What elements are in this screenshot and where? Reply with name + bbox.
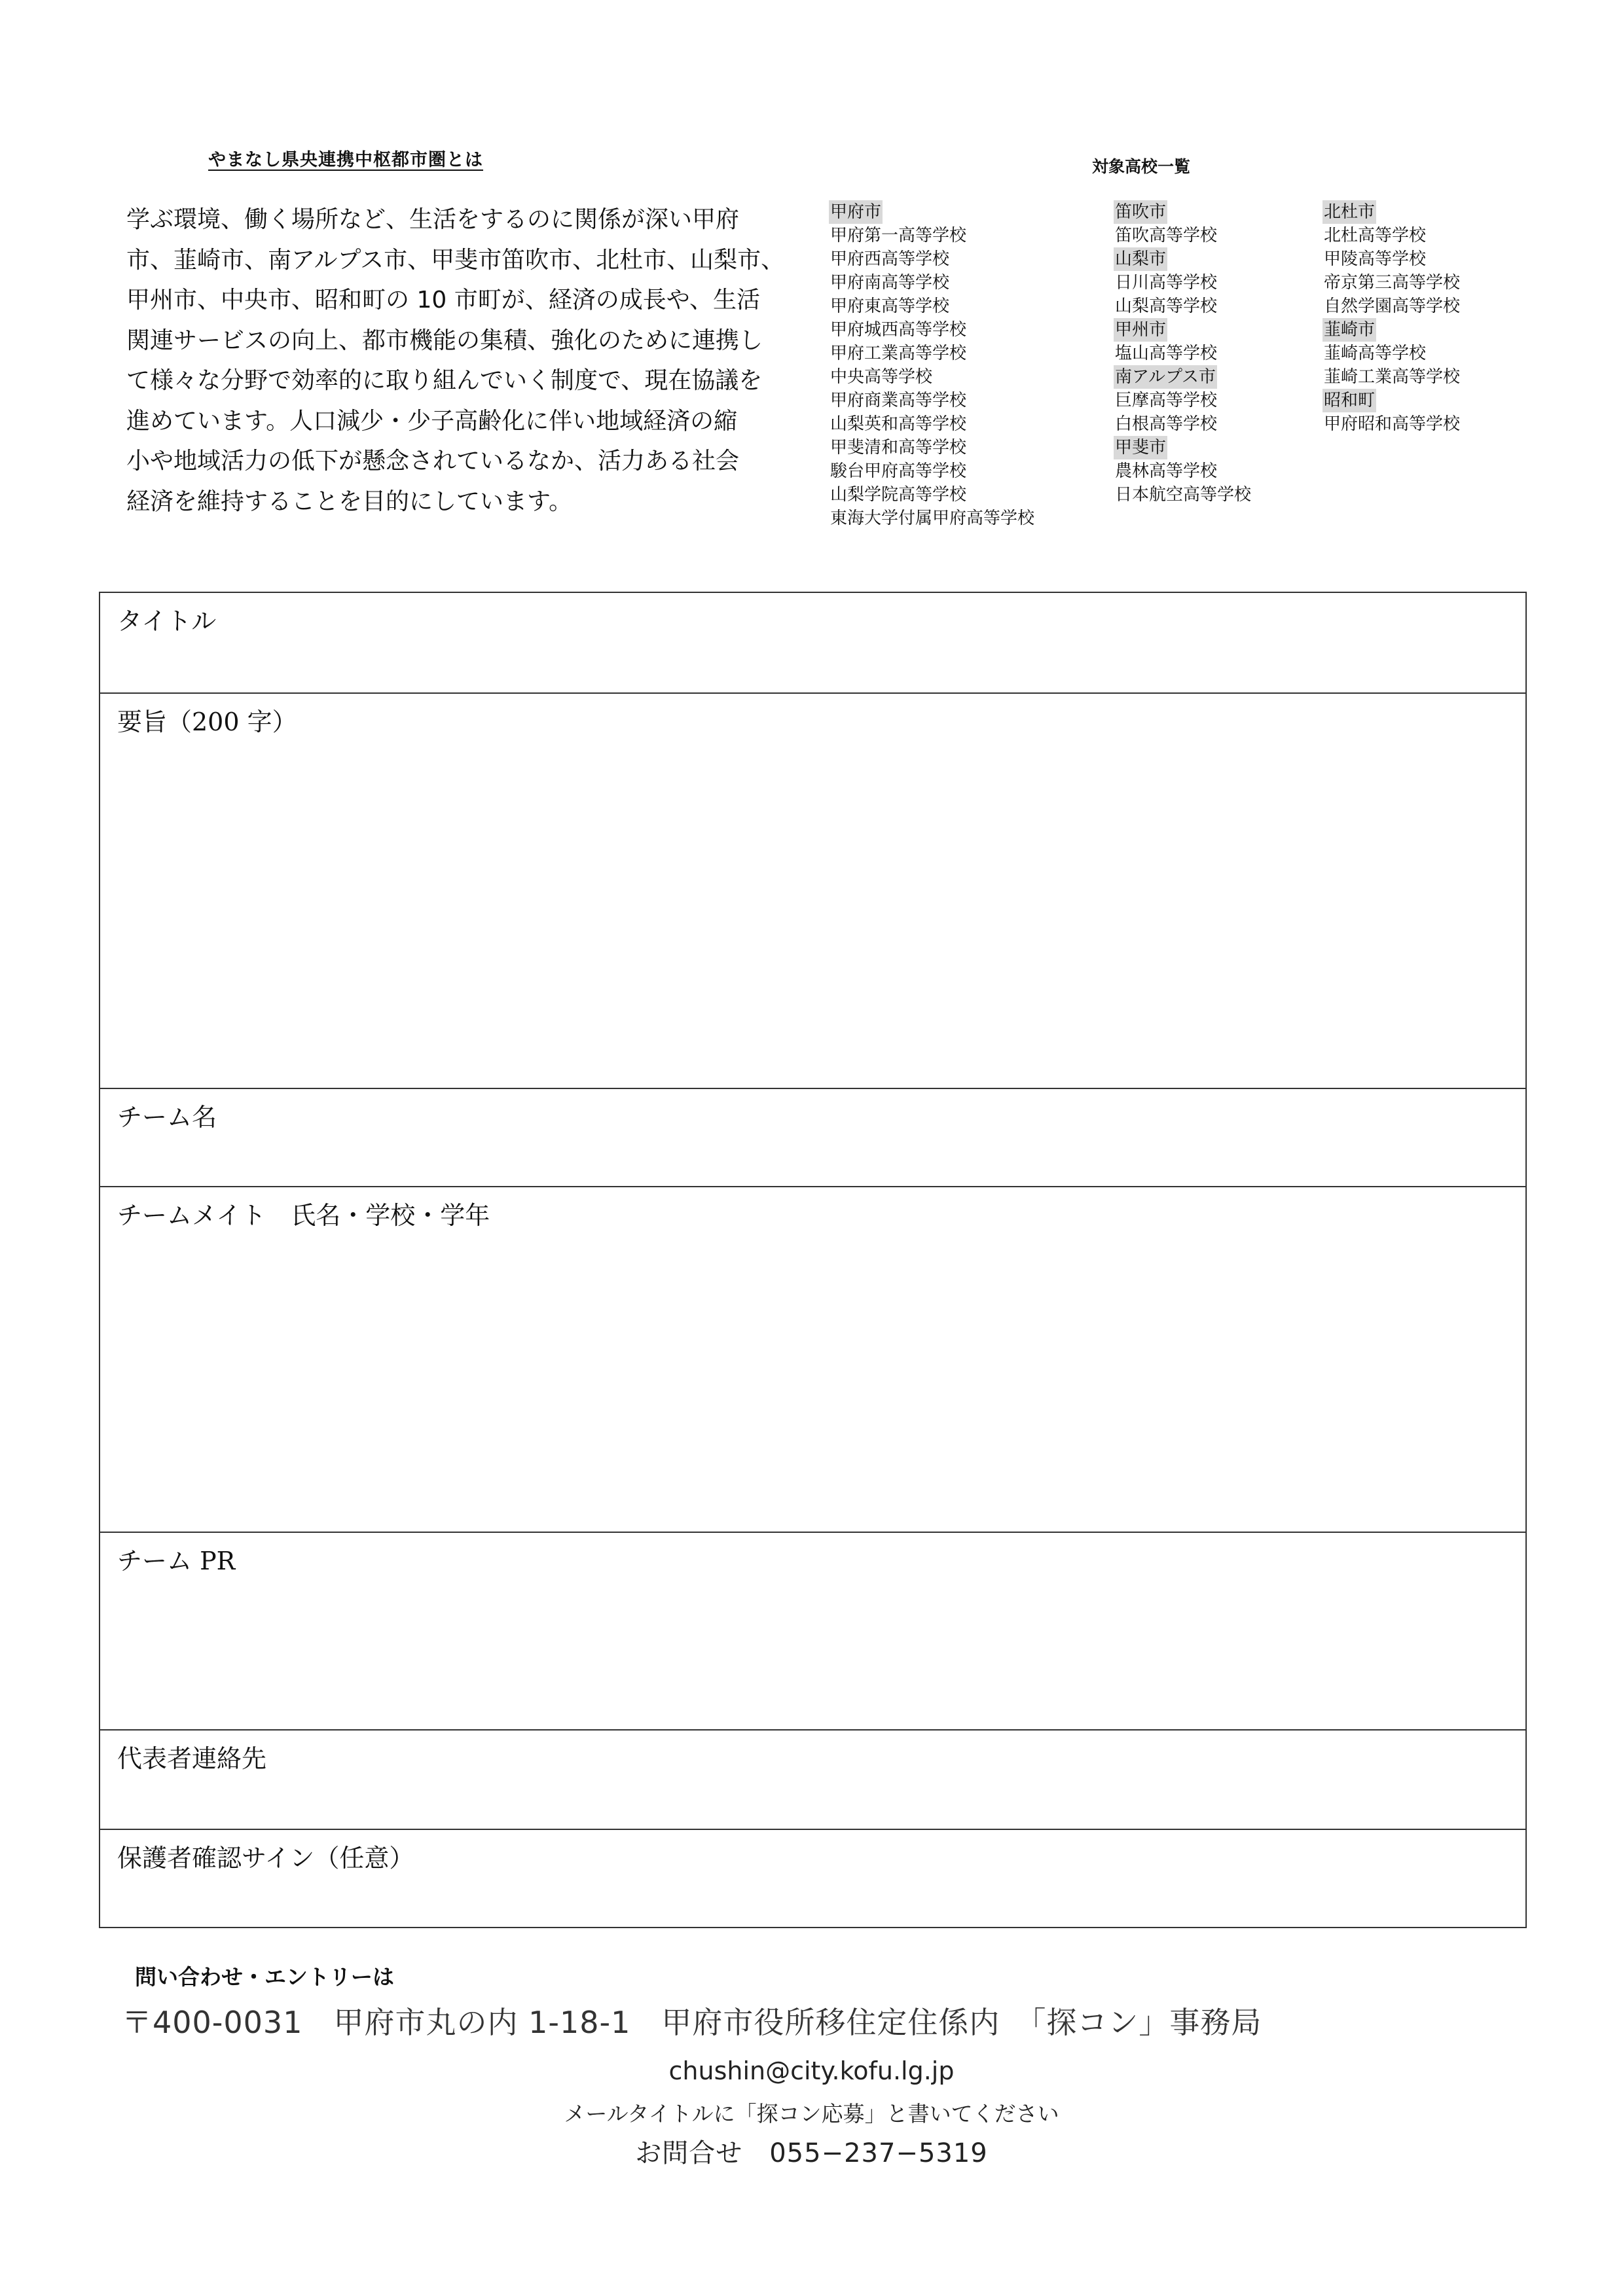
- school-list-item: [1324, 271, 1460, 295]
- school-list-item: [1115, 271, 1251, 295]
- school-list-item: [830, 318, 1034, 342]
- guardian-signature-label: 保護者確認サイン（任意）: [117, 1844, 414, 1873]
- school-name: 甲斐清和高等学校: [830, 438, 967, 457]
- school-name: 白根高等学校: [1115, 414, 1218, 434]
- school-list-item: [1115, 247, 1251, 271]
- city-name: 南アルプス市: [1114, 365, 1217, 389]
- school-list-item: [1324, 412, 1460, 436]
- school-name: 自然学園高等学校: [1324, 296, 1461, 316]
- address: 〒400-0031 甲府市丸の内 1-18-1 甲府市役所移住定住係内 「探コン」事務局: [122, 2005, 1262, 2040]
- entry-form: [99, 592, 1527, 1928]
- representative-contact-field[interactable]: [100, 1729, 1525, 1829]
- school-name: 甲府西高等学校: [830, 249, 950, 269]
- school-column-1: [830, 200, 1034, 530]
- school-list-item: [1115, 389, 1251, 412]
- school-name: 山梨高等学校: [1115, 296, 1218, 316]
- school-list-item: [830, 365, 1034, 389]
- school-list-item: [830, 389, 1034, 412]
- intro-line: 関連サービスの向上、都市機能の集積、強化のために連携し: [126, 327, 763, 354]
- city-name: 昭和町: [1322, 389, 1376, 412]
- city-name: 甲府市: [829, 200, 883, 224]
- school-list-item: [1324, 318, 1460, 342]
- school-list-item: [830, 483, 1034, 507]
- school-list-item: [830, 507, 1034, 530]
- school-list-item: [830, 436, 1034, 459]
- school-list-item: [1115, 436, 1251, 459]
- team-pr-field[interactable]: [100, 1532, 1525, 1729]
- schools-heading: 対象高校一覧: [1092, 157, 1191, 176]
- school-list-item: [1115, 200, 1251, 224]
- city-name: 北杜市: [1322, 200, 1376, 224]
- school-name: 甲陵高等学校: [1324, 249, 1427, 269]
- city-name: 山梨市: [1114, 247, 1167, 271]
- inquiry-heading: 問い合わせ・エントリーは: [135, 1964, 394, 1990]
- school-list-item: [1324, 224, 1460, 247]
- school-column-2: [1115, 200, 1251, 507]
- school-name: 甲府南高等学校: [830, 273, 950, 293]
- school-column-3: [1324, 200, 1460, 436]
- school-list-item: [1115, 412, 1251, 436]
- school-name: 帝京第三高等学校: [1324, 273, 1461, 293]
- school-name: 北杜高等学校: [1324, 226, 1427, 245]
- school-name: 甲府東高等学校: [830, 296, 950, 316]
- school-name: 中央高等学校: [830, 367, 933, 387]
- school-list-item: [1115, 365, 1251, 389]
- intro-line: 進めています。人口減少・少子高齢化に伴い地域経済の縮: [126, 407, 738, 435]
- email-link[interactable]: chushin@city.kofu.lg.jp: [668, 2056, 955, 2085]
- school-list-item: [1115, 295, 1251, 318]
- school-name: 日本航空高等学校: [1115, 485, 1252, 505]
- title-label: タイトル: [117, 607, 217, 636]
- title-field[interactable]: [100, 593, 1525, 692]
- school-list-item: [1115, 318, 1251, 342]
- city-name: 甲州市: [1114, 318, 1167, 342]
- school-name: 駿台甲府高等学校: [830, 461, 967, 481]
- city-name: 笛吹市: [1114, 200, 1167, 224]
- intro-body: [126, 200, 811, 522]
- city-name: 甲斐市: [1114, 436, 1167, 459]
- city-name: 韮崎市: [1322, 318, 1376, 342]
- team-pr-label: チーム PR: [117, 1547, 236, 1575]
- intro-line: 経済を維持することを目的にしています。: [126, 488, 573, 515]
- school-name: 巨摩高等学校: [1115, 391, 1218, 410]
- school-name: 甲府第一高等学校: [830, 226, 967, 245]
- school-list-item: [830, 295, 1034, 318]
- team-name-field[interactable]: [100, 1088, 1525, 1186]
- school-name: 甲府工業高等学校: [830, 344, 967, 363]
- school-list-item: [830, 342, 1034, 365]
- intro-line: 小や地域活力の低下が懸念されているなか、活力ある社会: [126, 448, 740, 475]
- intro-line: て様々な分野で効率的に取り組んでいく制度で、現在協議を: [126, 367, 763, 394]
- mail-note: メールタイトルに「探コン応募」と書いてください: [564, 2101, 1059, 2126]
- summary-field[interactable]: [100, 692, 1525, 1088]
- intro-line: 市、韮崎市、南アルプス市、甲斐市笛吹市、北杜市、山梨市、: [126, 246, 785, 274]
- intro-line: 甲州市、中央市、昭和町の 10 市町が、経済の成長や、生活: [126, 287, 760, 314]
- school-list-item: [830, 412, 1034, 436]
- teammates-label: チームメイト 氏名・学校・学年: [117, 1201, 490, 1230]
- school-list-item: [830, 271, 1034, 295]
- school-list-item: [1115, 224, 1251, 247]
- school-name: 甲府商業高等学校: [830, 391, 967, 410]
- school-name: 韮崎高等学校: [1324, 344, 1427, 363]
- intro-heading: やまなし県央連携中枢都市圏とは: [208, 150, 483, 170]
- school-name: 塩山高等学校: [1115, 344, 1218, 363]
- guardian-signature-field[interactable]: [100, 1829, 1525, 1927]
- school-list-item: [1115, 483, 1251, 507]
- school-name: 東海大学付属甲府高等学校: [830, 509, 1035, 528]
- school-list-item: [1115, 459, 1251, 483]
- school-list-item: [1324, 247, 1460, 271]
- school-list-item: [830, 224, 1034, 247]
- school-name: 山梨学院高等学校: [830, 485, 967, 505]
- school-list-item: [1324, 200, 1460, 224]
- school-list-item: [1324, 389, 1460, 412]
- school-list-item: [830, 200, 1034, 224]
- school-list-item: [1324, 365, 1460, 389]
- phone-number: お問合せ 055−237−5319: [635, 2138, 988, 2168]
- school-list-item: [1324, 342, 1460, 365]
- school-name: 山梨英和高等学校: [830, 414, 967, 434]
- school-name: 甲府城西高等学校: [830, 320, 967, 340]
- school-name: 日川高等学校: [1115, 273, 1218, 293]
- school-list-item: [830, 459, 1034, 483]
- intro-line: 学ぶ環境、働く場所など、生活をするのに関係が深い甲府: [126, 206, 740, 233]
- school-list-item: [1115, 342, 1251, 365]
- school-list-item: [830, 247, 1034, 271]
- representative-contact-label: 代表者連絡先: [117, 1744, 267, 1773]
- team-name-label: チーム名: [117, 1103, 217, 1132]
- school-name: 甲府昭和高等学校: [1324, 414, 1461, 434]
- summary-label: 要旨（200 字）: [117, 708, 297, 736]
- school-list-item: [1324, 295, 1460, 318]
- school-name: 農林高等学校: [1115, 461, 1218, 481]
- teammates-field[interactable]: [100, 1186, 1525, 1532]
- school-name: 笛吹高等学校: [1115, 226, 1218, 245]
- school-name: 韮崎工業高等学校: [1324, 367, 1461, 387]
